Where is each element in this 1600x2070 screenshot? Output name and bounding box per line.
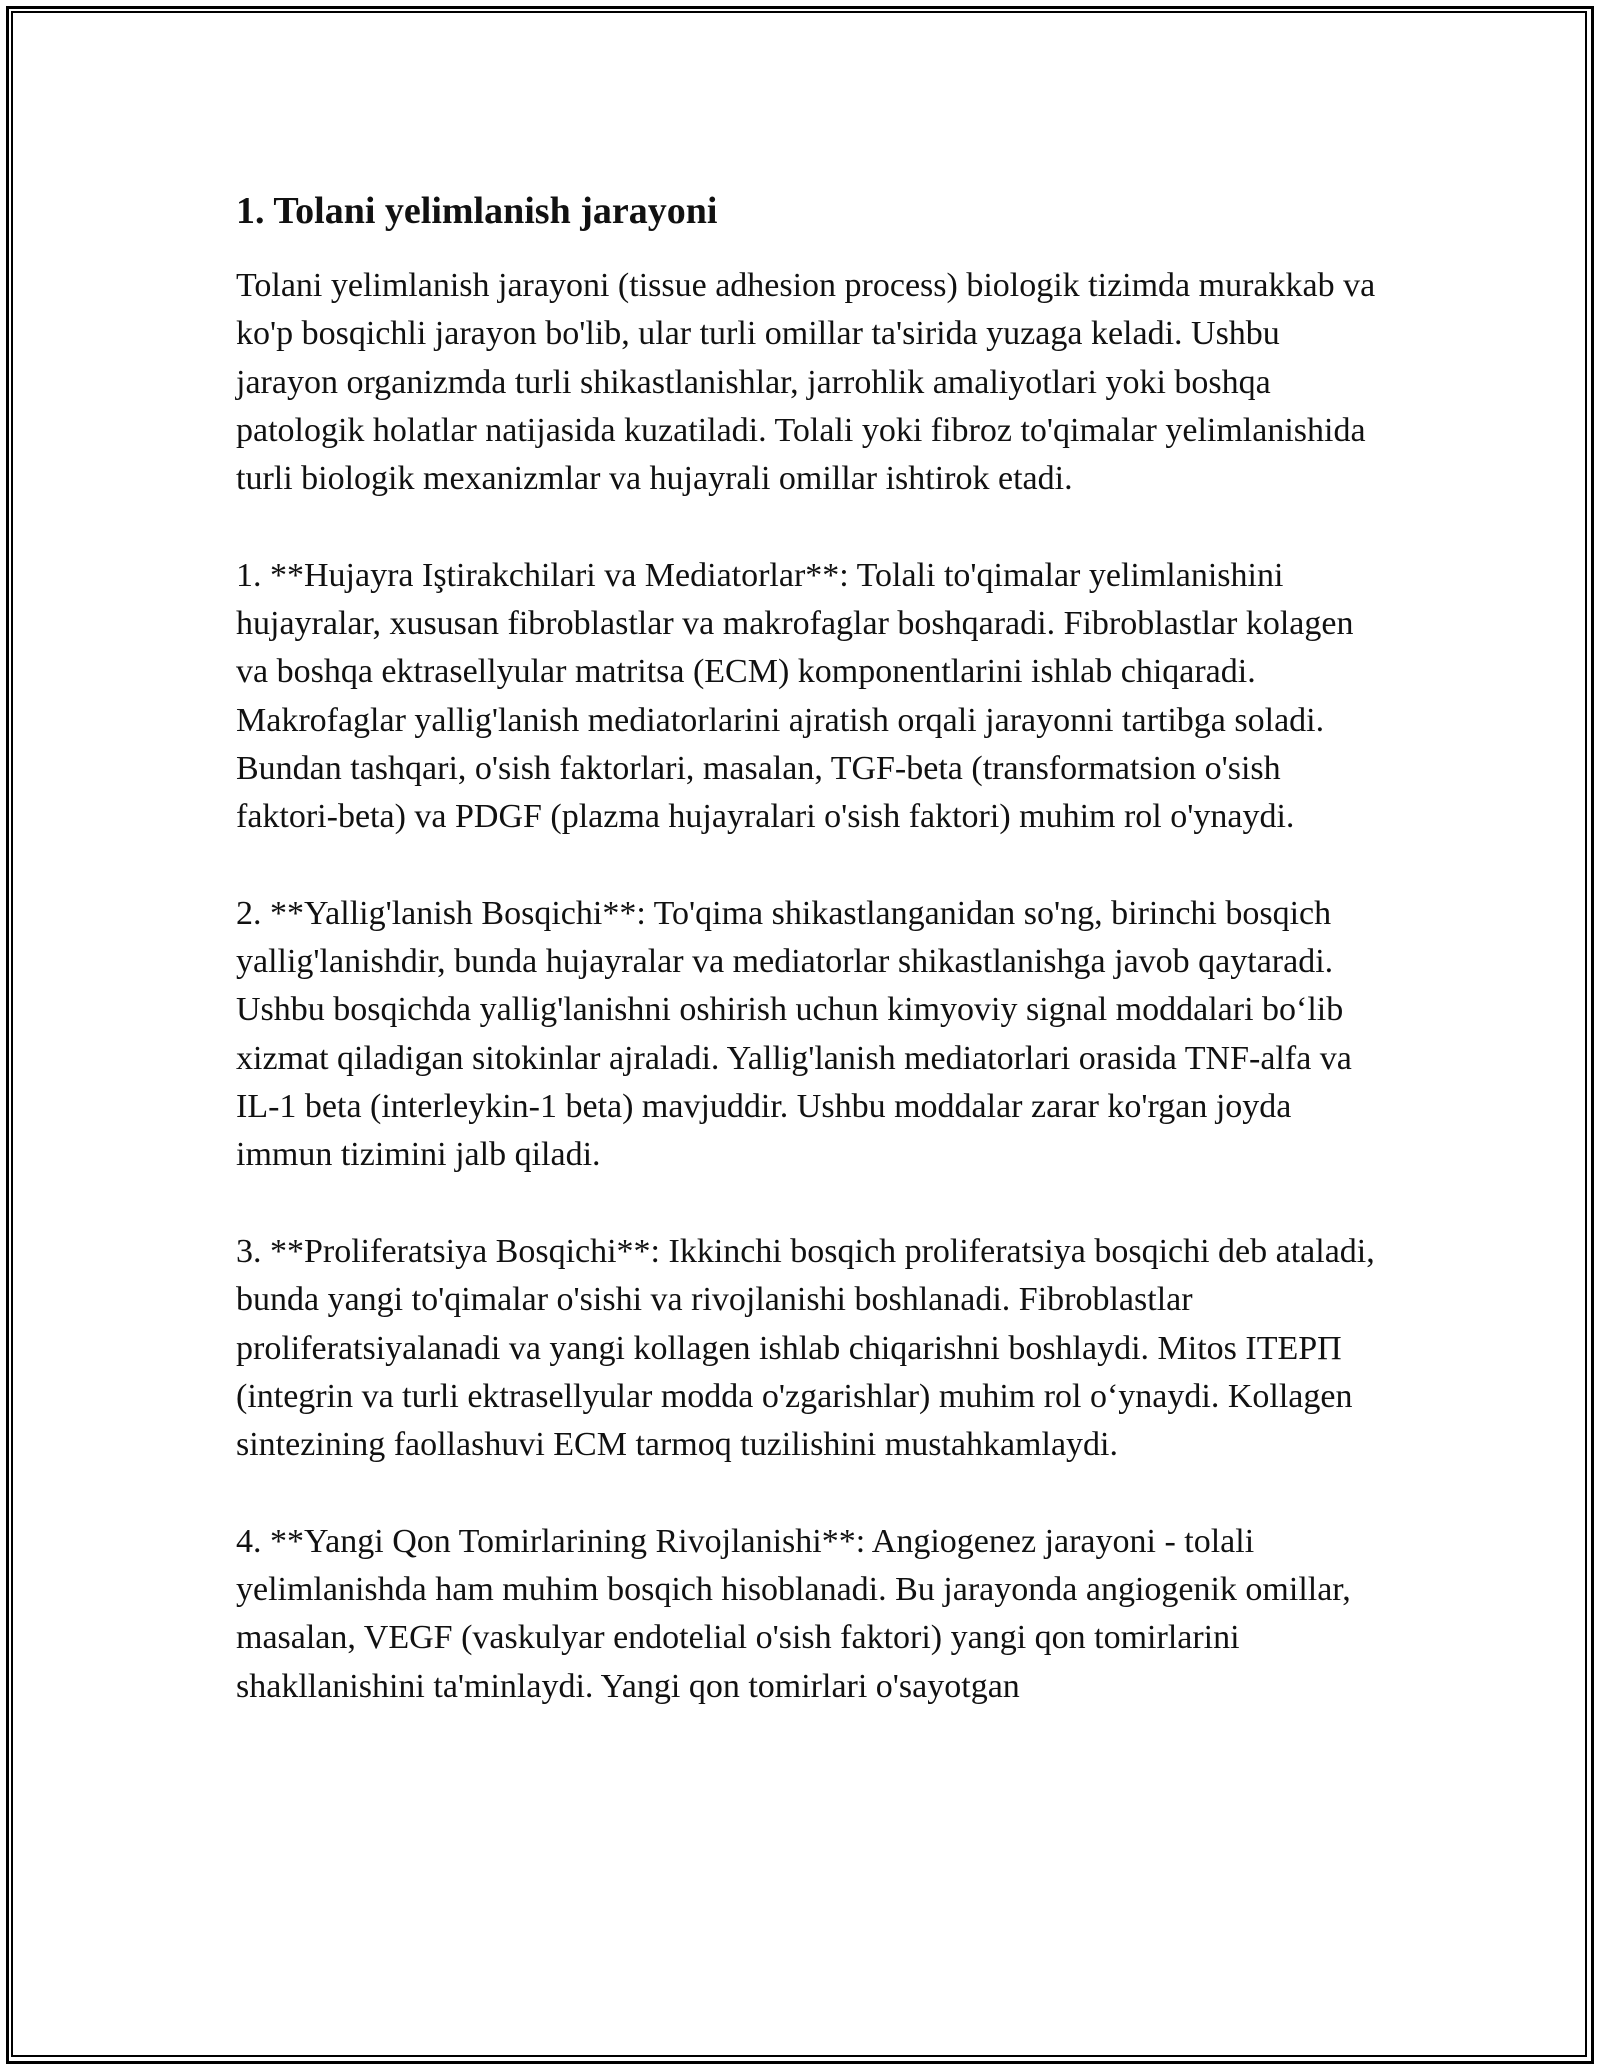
list-item-angiogenesis: 4. **Yangi Qon Tomirlarining Rivojlanishi**: Angiogenez jarayoni - tolali yelimlanishda ham muhim bosqich hisoblanadi. Bu jarayonda angiogenik omillar, masalan, VEGF (vaskulyar endotelial o'sish faktori) yangi qon tomirlarini shakllanishini ta'minlaydi. Yangi qon tomirlari o'sayotgan [236,1522,1351,1705]
list-item-cell-participants: 1. **Hujayra Iştirakchilari va Mediatorlar**: Tolali to'qimalar yelimlanishini hujayralar, xususan fibroblastlar va makrofaglar boshqaradi. Fibroblastlar kolagen va boshqa ektrasellyular matritsa (ECM) komponentlarini ishlab chiqaradi. Makrofaglar yallig'lanish mediatorlarini ajratish orqali jarayonni tartibga soladi. Bundan tashqari, o'sish faktorlari, masalan, TGF-beta (transformatsion o'sish faktori-beta) va PDGF (plazma hujayralari o'sish faktori) muhim rol o'ynaydi. [236,556,1354,836]
intro-paragraph: Tolani yelimlanish jarayoni (tissue adhesion process) biologik tizimda murakkab va ko'p bosqichli jarayon bo'lib, ular turli omillar ta'sirida yuzaga keladi. Ushbu jarayon organizmda turli shikastlanishlar, jarrohlik amaliyotlari yoki boshqa patologik holatlar natijasida kuzatiladi. Tolali yoki fibroz to'qimalar yelimlanishida turli biologik mexanizmlar va hujayrali omillar ishtirok etadi. [236,267,1376,498]
list-item-proliferation-stage: 3. **Proliferatsiya Bosqichi**: Ikkinchi bosqich proliferatsiya bosqichi deb ataladi, bunda yangi to'qimalar o'sishi va rivojlanishi boshlanadi. Fibroblastlar proliferatsiyalanadi va yangi kollagen ishlab chiqarishni boshlaydi. Mitos ITEPΠ (integrin va turli ektrasellyular modda o'zgarishlar) muhim rol o‘ynaydi. Kollagen sintezining faollashuvi ECM tarmoq tuzilishini mustahkamlaydi. [236,1232,1375,1464]
document-heading: 1. Tolani yelimlanish jarayoni [236,190,718,232]
document-body [236,186,1376,1759]
list-item-inflammation-stage: 2. **Yallig'lanish Bosqichi**: To'qima shikastlanganidan so'ng, birinchi bosqich yallig'lanishdir, bunda hujayralar va mediatorlar shikastlanishga javob qaytaradi. Ushbu bosqichda yallig'lanishni oshirish uchun kimyoviy signal moddalari bo‘lib xizmat qiladigan sitokinlar ajraladi. Yallig'lanish mediatorlari orasida TNF-alfa va IL-1 beta (interleykin-1 beta) mavjuddir. Ushbu moddalar zarar ko'rgan joyda immun tizimini jalb qiladi. [236,894,1352,1174]
